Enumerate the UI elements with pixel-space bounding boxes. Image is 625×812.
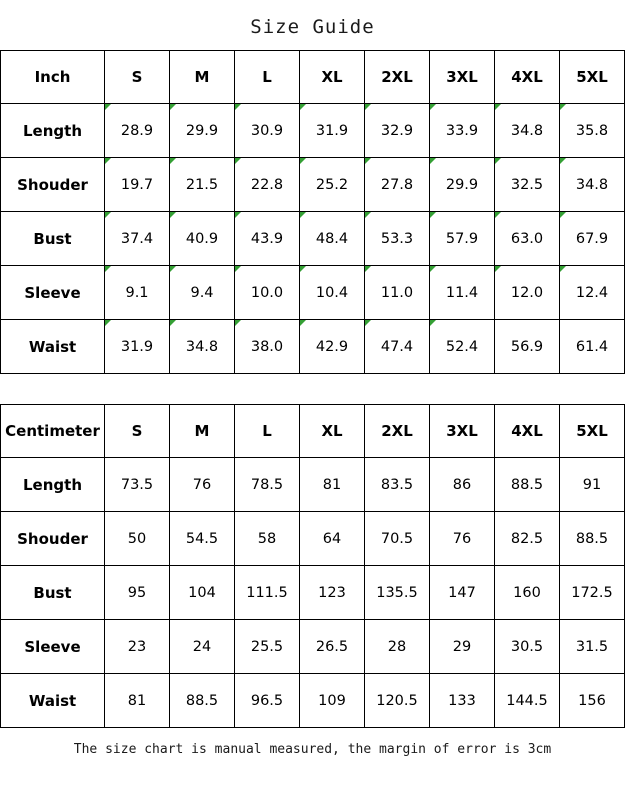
cell-bust-3xl: 147 — [430, 566, 495, 620]
row-label-bust: Bust — [1, 566, 105, 620]
row-label-length: Length — [1, 458, 105, 512]
size-header-m: M — [170, 51, 235, 104]
cell-shouder-5xl: 34.8 — [560, 158, 625, 212]
size-header-m: M — [170, 405, 235, 458]
cell-bust-2xl: 135.5 — [365, 566, 430, 620]
cell-sleeve-5xl: 12.4 — [560, 266, 625, 320]
table-row — [1, 104, 625, 158]
size-header-5xl: 5XL — [560, 51, 625, 104]
cell-sleeve-3xl: 29 — [430, 620, 495, 674]
cell-length-l: 78.5 — [235, 458, 300, 512]
cell-waist-m: 88.5 — [170, 674, 235, 728]
cell-waist-s: 81 — [105, 674, 170, 728]
row-label-sleeve: Sleeve — [1, 266, 105, 320]
table-row — [1, 674, 625, 728]
cell-bust-xl: 123 — [300, 566, 365, 620]
cell-length-xl: 31.9 — [300, 104, 365, 158]
cell-length-5xl: 91 — [560, 458, 625, 512]
table-row — [1, 212, 625, 266]
cell-waist-xl: 42.9 — [300, 320, 365, 374]
cell-shouder-5xl: 88.5 — [560, 512, 625, 566]
size-header-s: S — [105, 51, 170, 104]
cell-bust-5xl: 172.5 — [560, 566, 625, 620]
cell-sleeve-xl: 26.5 — [300, 620, 365, 674]
cell-bust-5xl: 67.9 — [560, 212, 625, 266]
size-header-l: L — [235, 51, 300, 104]
size-header-4xl: 4XL — [495, 405, 560, 458]
cell-sleeve-4xl: 30.5 — [495, 620, 560, 674]
cell-sleeve-m: 24 — [170, 620, 235, 674]
cell-bust-l: 111.5 — [235, 566, 300, 620]
cell-bust-2xl: 53.3 — [365, 212, 430, 266]
size-header-l: L — [235, 405, 300, 458]
cell-sleeve-3xl: 11.4 — [430, 266, 495, 320]
cell-length-4xl: 34.8 — [495, 104, 560, 158]
size-header-2xl: 2XL — [365, 51, 430, 104]
cell-sleeve-2xl: 28 — [365, 620, 430, 674]
cell-bust-l: 43.9 — [235, 212, 300, 266]
cell-shouder-4xl: 32.5 — [495, 158, 560, 212]
cell-waist-m: 34.8 — [170, 320, 235, 374]
cell-length-xl: 81 — [300, 458, 365, 512]
cell-waist-5xl: 61.4 — [560, 320, 625, 374]
cell-waist-3xl: 133 — [430, 674, 495, 728]
cell-shouder-l: 22.8 — [235, 158, 300, 212]
size-header-5xl: 5XL — [560, 405, 625, 458]
cell-length-2xl: 32.9 — [365, 104, 430, 158]
cell-waist-2xl: 47.4 — [365, 320, 430, 374]
cell-waist-2xl: 120.5 — [365, 674, 430, 728]
cell-shouder-s: 19.7 — [105, 158, 170, 212]
cell-waist-xl: 109 — [300, 674, 365, 728]
cell-bust-m: 104 — [170, 566, 235, 620]
table-row — [1, 620, 625, 674]
cell-bust-3xl: 57.9 — [430, 212, 495, 266]
cell-length-3xl: 86 — [430, 458, 495, 512]
cell-bust-4xl: 160 — [495, 566, 560, 620]
table-row — [1, 320, 625, 374]
cell-length-m: 76 — [170, 458, 235, 512]
cell-length-4xl: 88.5 — [495, 458, 560, 512]
row-label-shouder: Shouder — [1, 512, 105, 566]
table-header-row — [1, 405, 625, 458]
cell-length-m: 29.9 — [170, 104, 235, 158]
cell-shouder-l: 58 — [235, 512, 300, 566]
cell-sleeve-xl: 10.4 — [300, 266, 365, 320]
cell-shouder-m: 54.5 — [170, 512, 235, 566]
cell-shouder-3xl: 76 — [430, 512, 495, 566]
cell-shouder-xl: 25.2 — [300, 158, 365, 212]
size-header-xl: XL — [300, 405, 365, 458]
cell-bust-m: 40.9 — [170, 212, 235, 266]
unit-label-centimeter: Centimeter — [1, 405, 105, 458]
cell-waist-3xl: 52.4 — [430, 320, 495, 374]
cell-length-s: 73.5 — [105, 458, 170, 512]
cell-waist-4xl: 144.5 — [495, 674, 560, 728]
cell-sleeve-s: 23 — [105, 620, 170, 674]
cell-sleeve-4xl: 12.0 — [495, 266, 560, 320]
cell-sleeve-s: 9.1 — [105, 266, 170, 320]
measurement-disclaimer: The size chart is manual measured, the margin of error is 3cm — [73, 742, 552, 757]
cell-shouder-s: 50 — [105, 512, 170, 566]
cell-shouder-3xl: 29.9 — [430, 158, 495, 212]
cell-length-s: 28.9 — [105, 104, 170, 158]
cell-shouder-4xl: 82.5 — [495, 512, 560, 566]
size-header-s: S — [105, 405, 170, 458]
table-row — [1, 566, 625, 620]
cell-waist-s: 31.9 — [105, 320, 170, 374]
cell-sleeve-l: 10.0 — [235, 266, 300, 320]
size-header-xl: XL — [300, 51, 365, 104]
cell-bust-4xl: 63.0 — [495, 212, 560, 266]
table-header-row — [1, 51, 625, 104]
cell-length-3xl: 33.9 — [430, 104, 495, 158]
row-label-waist: Waist — [1, 674, 105, 728]
cell-waist-5xl: 156 — [560, 674, 625, 728]
table-row — [1, 458, 625, 512]
cell-sleeve-5xl: 31.5 — [560, 620, 625, 674]
row-label-waist: Waist — [1, 320, 105, 374]
size-table-inch — [0, 50, 625, 374]
cell-waist-l: 96.5 — [235, 674, 300, 728]
row-label-bust: Bust — [1, 212, 105, 266]
cell-shouder-2xl: 27.8 — [365, 158, 430, 212]
unit-label-inch: Inch — [1, 51, 105, 104]
table-row — [1, 512, 625, 566]
row-label-length: Length — [1, 104, 105, 158]
cell-shouder-m: 21.5 — [170, 158, 235, 212]
table-separator — [0, 374, 625, 404]
cell-length-2xl: 83.5 — [365, 458, 430, 512]
cell-waist-4xl: 56.9 — [495, 320, 560, 374]
row-label-shouder: Shouder — [1, 158, 105, 212]
cell-length-l: 30.9 — [235, 104, 300, 158]
table-row — [1, 266, 625, 320]
size-header-4xl: 4XL — [495, 51, 560, 104]
cell-shouder-2xl: 70.5 — [365, 512, 430, 566]
cell-bust-s: 37.4 — [105, 212, 170, 266]
cell-sleeve-l: 25.5 — [235, 620, 300, 674]
cell-sleeve-2xl: 11.0 — [365, 266, 430, 320]
cell-sleeve-m: 9.4 — [170, 266, 235, 320]
size-header-2xl: 2XL — [365, 405, 430, 458]
table-row — [1, 158, 625, 212]
cell-bust-xl: 48.4 — [300, 212, 365, 266]
cell-shouder-xl: 64 — [300, 512, 365, 566]
size-header-3xl: 3XL — [430, 51, 495, 104]
cell-bust-s: 95 — [105, 566, 170, 620]
page-title: Size Guide — [250, 16, 375, 38]
cell-waist-l: 38.0 — [235, 320, 300, 374]
size-table-centimeter — [0, 404, 625, 728]
size-header-3xl: 3XL — [430, 405, 495, 458]
row-label-sleeve: Sleeve — [1, 620, 105, 674]
cell-length-5xl: 35.8 — [560, 104, 625, 158]
